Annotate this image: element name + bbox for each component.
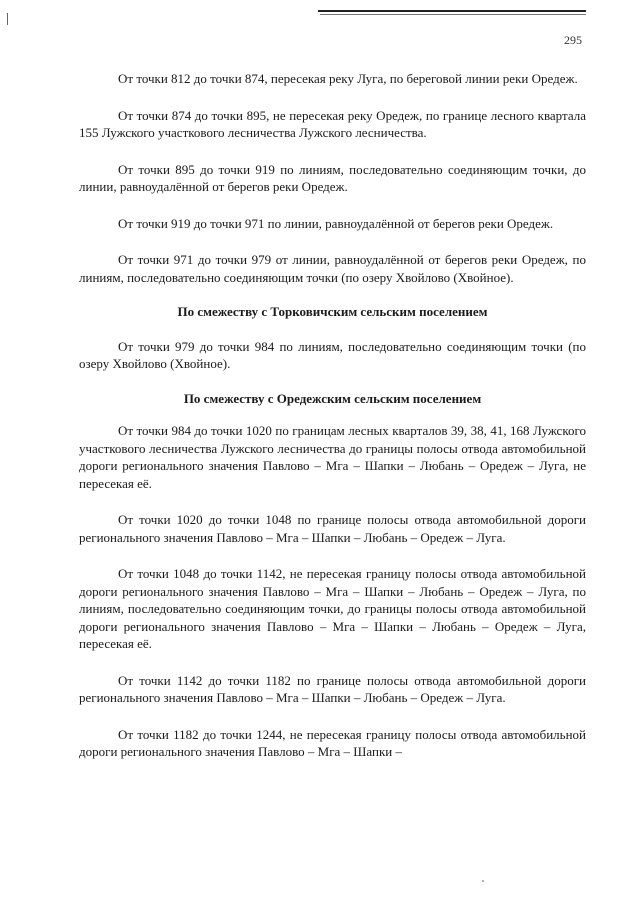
paragraph: От точки 919 до точки 971 по линии, равноудалённой от берегов реки Оредеж.: [118, 215, 554, 231]
paragraph: От точки 1182 до точки 1244, не пересекая границу полосы отвода автомобильной дороги регионального значения Павлово – Мга – Шапки –: [79, 726, 586, 759]
scan-speck: [482, 880, 484, 882]
paragraph: От точки 1048 до точки 1142, не пересекая границу полосы отвода автомобильной дороги регионального значения Павлово – Мга – Шапки – Любань – Оредеж – Луга, по линиям, последовательно соединяющим точки, до границы полосы отвода автомобильной дороги регионального значения Павлово – Мга – Шапки – Любань – Оредеж – Луга, пересекая её.: [79, 566, 586, 651]
top-border-rule: [318, 10, 586, 12]
paragraph: От точки 812 до точки 874, пересекая реку Луга, по береговой линии реки Оредеж.: [118, 71, 578, 86]
paragraph: От точки 979 до точки 984 по линиям, последовательно соединяющим точки (по озеру Хвойлово (Хвойное).: [79, 338, 586, 371]
document-body: [79, 70, 586, 761]
section-heading: По смежеству с Торковичским сельским поселением: [177, 304, 488, 319]
page-number: 295: [564, 33, 582, 47]
paragraph: От точки 874 до точки 895, не пересекая реку Оредеж, по границе лесного квартала 155 Лужского участкового лесничества Лужского лесничества.: [79, 107, 586, 140]
paragraph: От точки 895 до точки 919 по линиям, последовательно соединяющим точки, до линии, равноудалённой от берегов реки Оредеж.: [79, 161, 586, 194]
top-border-rule-thin: [320, 14, 586, 15]
paragraph: От точки 1142 до точки 1182 по границе полосы отвода автомобильной дороги регионального значения Павлово – Мга – Шапки – Любань – Оредеж – Луга.: [79, 672, 586, 705]
paragraph: От точки 984 до точки 1020 по границам лесных кварталов 39, 38, 41, 168 Лужского участкового лесничества Лужского лесничества до границы полосы отвода автомобильной дороги регионального значения Павлово – Мга – Шапки – Любань – Оредеж – Луга, не пересекая её.: [79, 423, 586, 491]
paragraph: От точки 971 до точки 979 от линии, равноудалённой от берегов реки Оредеж, по линиям, последовательно соединяющим точки (по озеру Хвойлово (Хвойное).: [79, 252, 586, 285]
paragraph: От точки 1020 до точки 1048 по границе полосы отвода автомобильной дороги регионального значения Павлово – Мга – Шапки – Любань – Оредеж – Луга.: [79, 512, 586, 545]
scan-artifact-mark: [7, 13, 8, 25]
section-heading: По смежеству с Оредежским сельским поселением: [183, 390, 482, 406]
